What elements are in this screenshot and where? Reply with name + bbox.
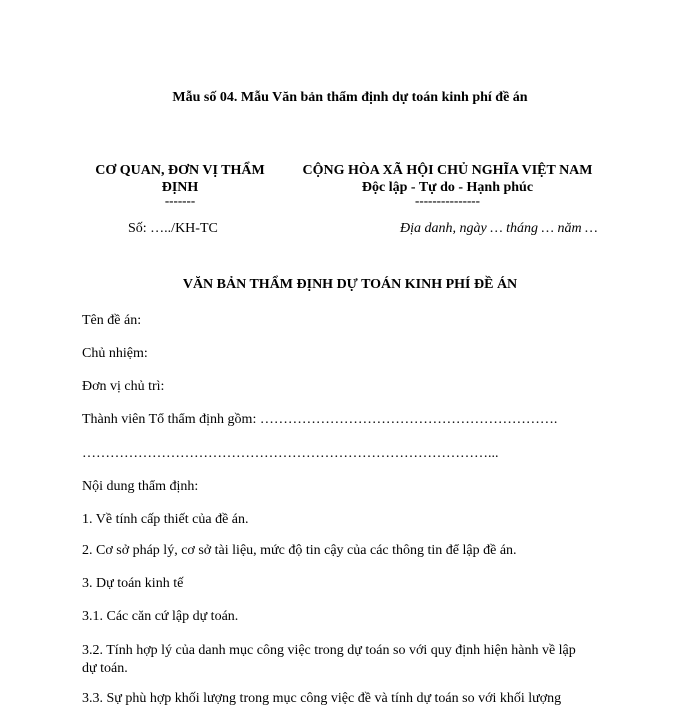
item-1: 1. Về tính cấp thiết của đề án. — [82, 512, 249, 527]
agency-name-line1: CƠ QUAN, ĐƠN VỊ THẨM — [95, 163, 265, 178]
item-3-2-line1: 3.2. Tính hợp lý của danh mục công việc trong dự toán so với quy định hiện hành về lập — [82, 643, 576, 658]
nation-motto: Độc lập - Tự do - Hạnh phúc — [361, 180, 534, 195]
nation-underline: --------------- — [415, 193, 480, 208]
item-3-3: 3.3. Sự phù hợp khối lượng trong mục công việc đề và tính dự toán so với khối lượng — [82, 691, 562, 706]
agency-underline: ------- — [164, 193, 196, 208]
agency-header — [80, 162, 280, 206]
item-3-2-line2: dự toán. — [82, 661, 128, 676]
content-heading: Nội dung thẩm định: — [82, 479, 199, 494]
agency-name-line2: ĐỊNH — [161, 180, 199, 195]
national-header — [285, 162, 610, 206]
item-3-1: 3.1. Các căn cứ lập dự toán. — [82, 609, 239, 624]
members-continuation: ……………………………………………………………………………... — [82, 446, 499, 461]
document-number: Số: …../KH-TC — [128, 221, 218, 236]
nation-name: CỘNG HÒA XÃ HỘI CHỦ NGHĨA VIỆT NAM — [302, 163, 593, 178]
item-2: 2. Cơ sở pháp lý, cơ sở tài liệu, mức độ tin cậy của các thông tin để lập đề án. — [82, 543, 517, 558]
item-3: 3. Dự toán kinh tế — [82, 576, 184, 591]
members-field: Thành viên Tổ thẩm định gồm: ………………………………………………………. — [82, 412, 558, 427]
chairman-field: Chủ nhiệm: — [82, 346, 148, 361]
document-title: VĂN BẢN THẨM ĐỊNH DỰ TOÁN KINH PHÍ ĐỀ ÁN — [182, 277, 518, 292]
project-name-field: Tên đề án: — [82, 313, 142, 328]
form-title: Mẫu số 04. Mẫu Văn bản thẩm định dự toán kinh phí đề án — [172, 90, 528, 105]
place-date: Địa danh, ngày … tháng … năm … — [400, 221, 598, 236]
host-unit-field: Đơn vị chủ trì: — [82, 379, 165, 394]
